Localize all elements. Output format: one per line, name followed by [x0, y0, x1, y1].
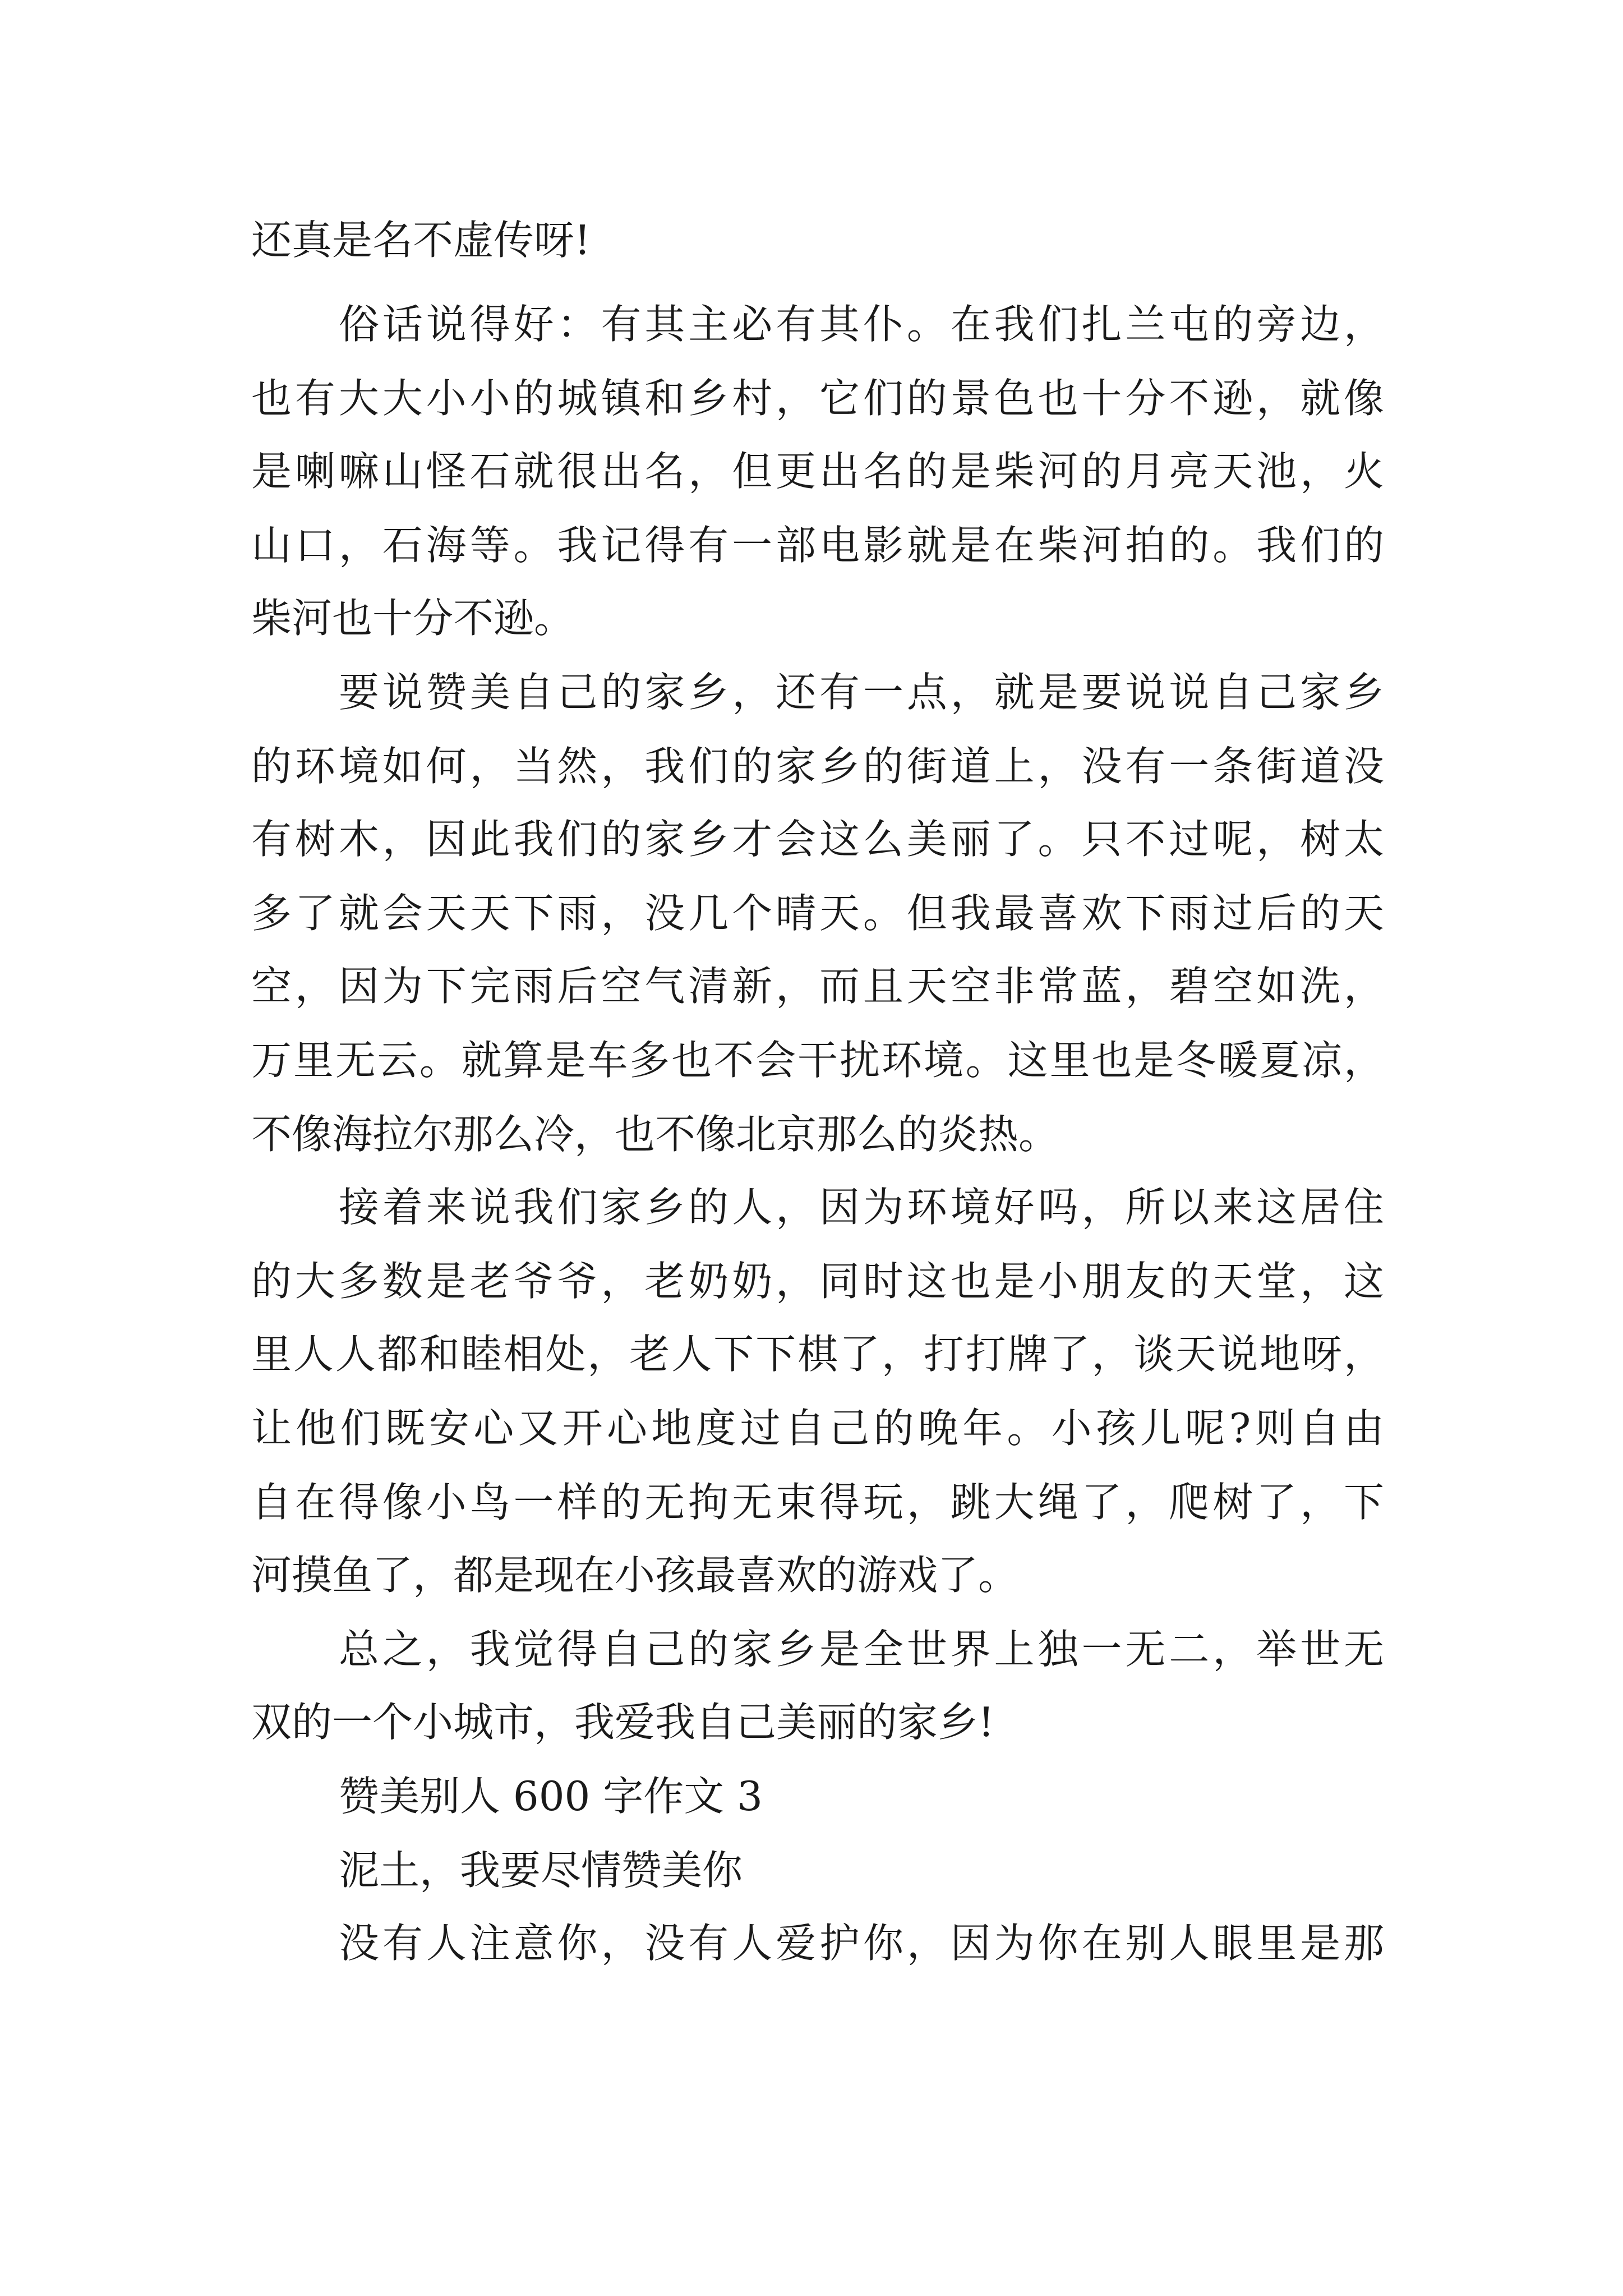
text-line: 要说赞美自己的家乡，还有一点，就是要说说自己家乡 — [339, 669, 1384, 716]
section-heading: 赞美别人 600 字作文 3 — [339, 1773, 763, 1820]
text-line: 也有大大小小的城镇和乡村，它们的景色也十分不逊，就像 — [251, 375, 1384, 422]
text-line: 让他们既安心又开心地度过自己的晚年。小孩儿呢?则自由 — [251, 1405, 1384, 1452]
text-line: 柴河也十分不逊。 — [251, 595, 575, 642]
text-line: 山口，石海等。我记得有一部电影就是在柴河拍的。我们的 — [251, 522, 1384, 569]
text-line: 总之，我觉得自己的家乡是全世界上独一无二，举世无 — [339, 1626, 1384, 1673]
text-line: 万里无云。就算是车多也不会干扰环境。这里也是冬暖夏凉， — [251, 1037, 1384, 1084]
text-line: 双的一个小城市，我爱我自己美丽的家乡! — [251, 1699, 994, 1746]
essay-title: 泥土，我要尽情赞美你 — [339, 1847, 743, 1894]
text-line: 有树木，因此我们的家乡才会这么美丽了。只不过呢，树太 — [251, 816, 1384, 863]
text-line: 的大多数是老爷爷，老奶奶，同时这也是小朋友的天堂，这 — [251, 1258, 1384, 1305]
text-line: 接着来说我们家乡的人，因为环境好吗，所以来这居住 — [339, 1184, 1384, 1231]
text-line: 空，因为下完雨后空气清新，而且天空非常蓝，碧空如洗， — [251, 963, 1384, 1010]
text-line: 没有人注意你，没有人爱护你，因为你在别人眼里是那 — [339, 1920, 1384, 1967]
text-line: 的环境如何，当然，我们的家乡的街道上，没有一条街道没 — [251, 743, 1384, 790]
text-line: 自在得像小鸟一样的无拘无束得玩，跳大绳了，爬树了，下 — [251, 1479, 1384, 1526]
text-line: 里人人都和睦相处，老人下下棋了，打打牌了，谈天说地呀， — [251, 1331, 1384, 1378]
text-line: 还真是名不虚传呀! — [251, 217, 591, 264]
text-line: 是喇嘛山怪石就很出名，但更出名的是柴河的月亮天池，火 — [251, 448, 1384, 495]
text-line: 不像海拉尔那么冷，也不像北京那么的炎热。 — [251, 1111, 1059, 1158]
text-line: 多了就会天天下雨，没几个晴天。但我最喜欢下雨过后的天 — [251, 890, 1384, 937]
text-line: 河摸鱼了，都是现在小孩最喜欢的游戏了。 — [251, 1552, 1019, 1599]
text-line: 俗话说得好：有其主必有其仆。在我们扎兰屯的旁边， — [339, 301, 1384, 348]
